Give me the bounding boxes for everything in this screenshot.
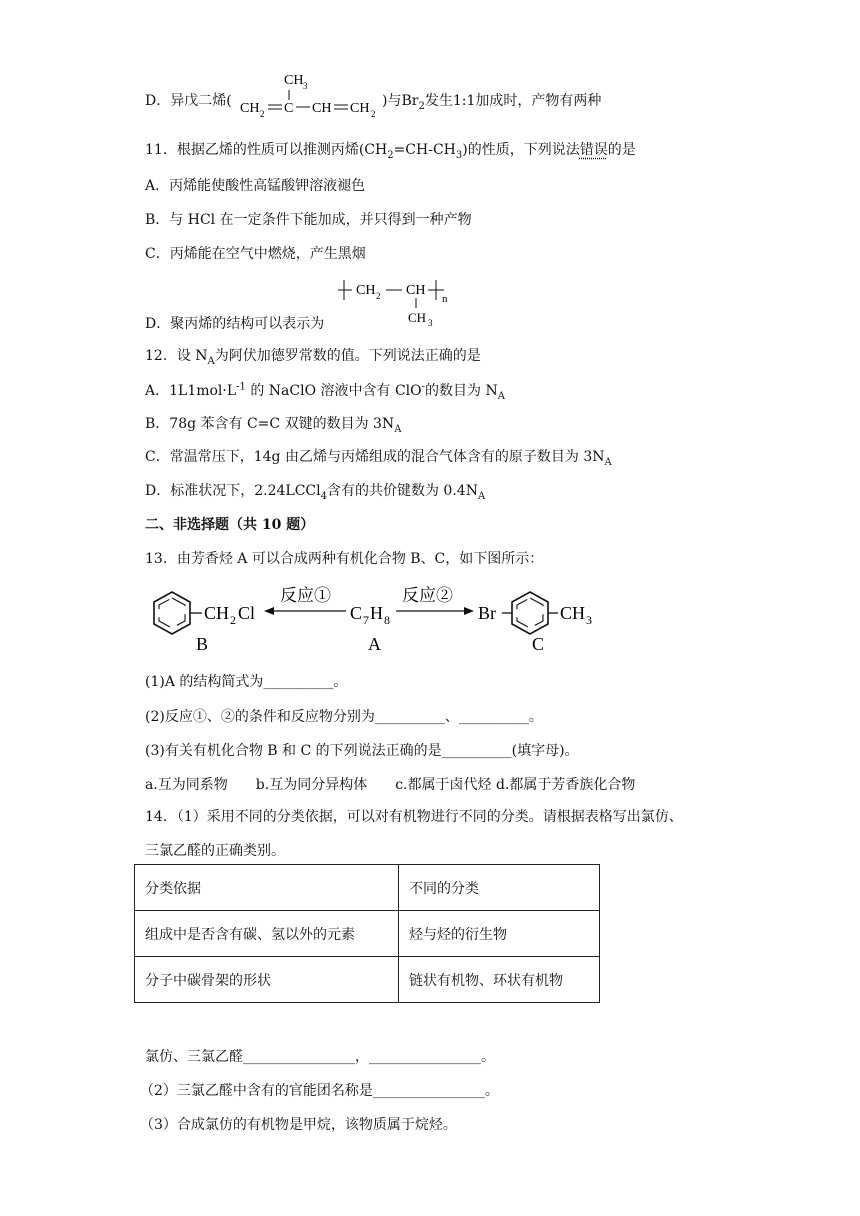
q11-stem: 11．根据乙烯的性质可以推测丙烯$(CH_2=CH-CH_3)$的性质，下列说法错误的是 xyxy=(145,142,636,161)
q10-option-d-tail: )与$Br_2$发生1:1加成时，产物有两种 xyxy=(382,93,602,112)
table-cell: 烃与烃的衍生物 xyxy=(399,911,600,957)
svg-text:3: 3 xyxy=(303,81,308,91)
svg-text:反应①: 反应① xyxy=(280,586,331,605)
q14-part3: （3）合成氯仿的有机物是甲烷，该物质属于烷烃。 xyxy=(140,1117,457,1133)
table-row xyxy=(135,865,600,911)
q11-option-b: B．与 HCl 在一定条件下能加成，并只得到一种产物 xyxy=(145,212,472,228)
label-a: A xyxy=(368,634,381,654)
svg-text:n: n xyxy=(442,293,448,305)
benzene-ring-c xyxy=(512,592,548,634)
q12-stem: 12．设 $N_A$为阿伏加德罗常数的值。下列说法正确的是 xyxy=(145,348,481,367)
benzene-ring-b xyxy=(154,592,190,634)
label-b: B xyxy=(196,634,209,654)
svg-text:CH: CH xyxy=(408,310,427,325)
q12-option-a: A．$1L1mol\cdot L^{-1}$ 的 NaClO 溶液中含有 ClO-的数目为 $N_A$ xyxy=(145,381,505,402)
q14-line1: 14．（1）采用不同的分类依据，可以对有机物进行不同的分类。请根据表格写出氯仿、 xyxy=(145,809,683,825)
section-heading: 二、非选择题（共 10 题） xyxy=(145,517,315,533)
isoprene-ch3: CH xyxy=(284,73,304,88)
q12-option-d: D．标准状况下，2.24LCCl$_4$含有的共价键数为 $0.4N_A$ xyxy=(145,483,486,502)
svg-text:7: 7 xyxy=(363,613,369,627)
classification-table xyxy=(134,864,600,1003)
svg-text:8: 8 xyxy=(384,613,390,627)
label-c: C xyxy=(532,634,545,654)
q11-option-d: D．聚丙烯的结构可以表示为 xyxy=(145,316,325,332)
svg-text:H: H xyxy=(370,603,383,623)
table-cell: 组成中是否含有碳、氢以外的元素 xyxy=(135,911,399,957)
table-cell: 不同的分类 xyxy=(399,865,600,911)
svg-text:2: 2 xyxy=(371,109,376,119)
table-cell: 分子中碳骨架的形状 xyxy=(135,957,399,1003)
svg-text:CH: CH xyxy=(204,603,230,623)
q13-part2: (2)反应①、②的条件和反应物分别为__________、__________。 xyxy=(145,709,543,725)
q13-options: a.互为同系物 b.互为同分异构体 c.都属于卤代烃 d.都属于芳香族化合物 xyxy=(145,777,636,793)
q14-line2: 三氯乙醛的正确类别。 xyxy=(145,843,285,859)
q13-stem: 13．由芳香烃 A 可以合成两种有机化合物 B、C，如下图所示： xyxy=(145,551,544,567)
table-row xyxy=(135,957,600,1003)
polypropylene-structure xyxy=(336,274,466,330)
svg-text:2: 2 xyxy=(376,291,381,301)
table-cell: 分类依据 xyxy=(135,865,399,911)
emphasis-mark: 错误 xyxy=(579,142,608,158)
q12-option-b: B．78g 苯含有 C=C 双键的数目为 $3N_A$ xyxy=(145,416,402,435)
svg-text:CH: CH xyxy=(406,283,426,298)
svg-text:C: C xyxy=(350,603,363,623)
svg-text:2: 2 xyxy=(230,613,236,627)
svg-text:C: C xyxy=(284,101,294,116)
table-cell: 链状有机物、环状有机物 xyxy=(399,957,600,1003)
q12-option-c: C．常温常压下，14g 由乙烯与丙烯组成的混合气体含有的原子数目为 $3N_A$ xyxy=(145,449,612,468)
svg-text:CH: CH xyxy=(560,603,586,623)
svg-text:2: 2 xyxy=(260,109,265,119)
svg-text:CH: CH xyxy=(312,101,332,116)
isoprene-structure xyxy=(234,68,384,122)
q13-part1: (1)A 的结构简式为__________。 xyxy=(145,674,348,690)
q13-part3: (3)有关有机化合物 B 和 C 的下列说法正确的是__________(填字母)。 xyxy=(145,743,579,759)
svg-text:CH: CH xyxy=(350,101,370,116)
q11-option-c: C．丙烯能在空气中燃烧，产生黑烟 xyxy=(145,246,366,262)
svg-text:反应②: 反应② xyxy=(402,586,453,605)
svg-text:3: 3 xyxy=(586,613,592,627)
svg-text:Br: Br xyxy=(478,603,496,623)
svg-text:CH: CH xyxy=(356,283,376,298)
q14-part2: （2）三氯乙醛中含有的官能团名称是________________。 xyxy=(140,1083,499,1099)
q11-option-a: A．丙烯能使酸性高锰酸钾溶液褪色 xyxy=(145,178,366,194)
table-row xyxy=(135,911,600,957)
svg-text:CH: CH xyxy=(240,101,260,116)
q10-option-d: D．异戊二烯( xyxy=(145,93,232,109)
svg-text:3: 3 xyxy=(428,318,433,328)
q14-answer: 氯仿、三氯乙醛________________，________________。 xyxy=(145,1049,495,1065)
reaction-scheme xyxy=(140,578,640,658)
svg-text:Cl: Cl xyxy=(238,603,256,623)
